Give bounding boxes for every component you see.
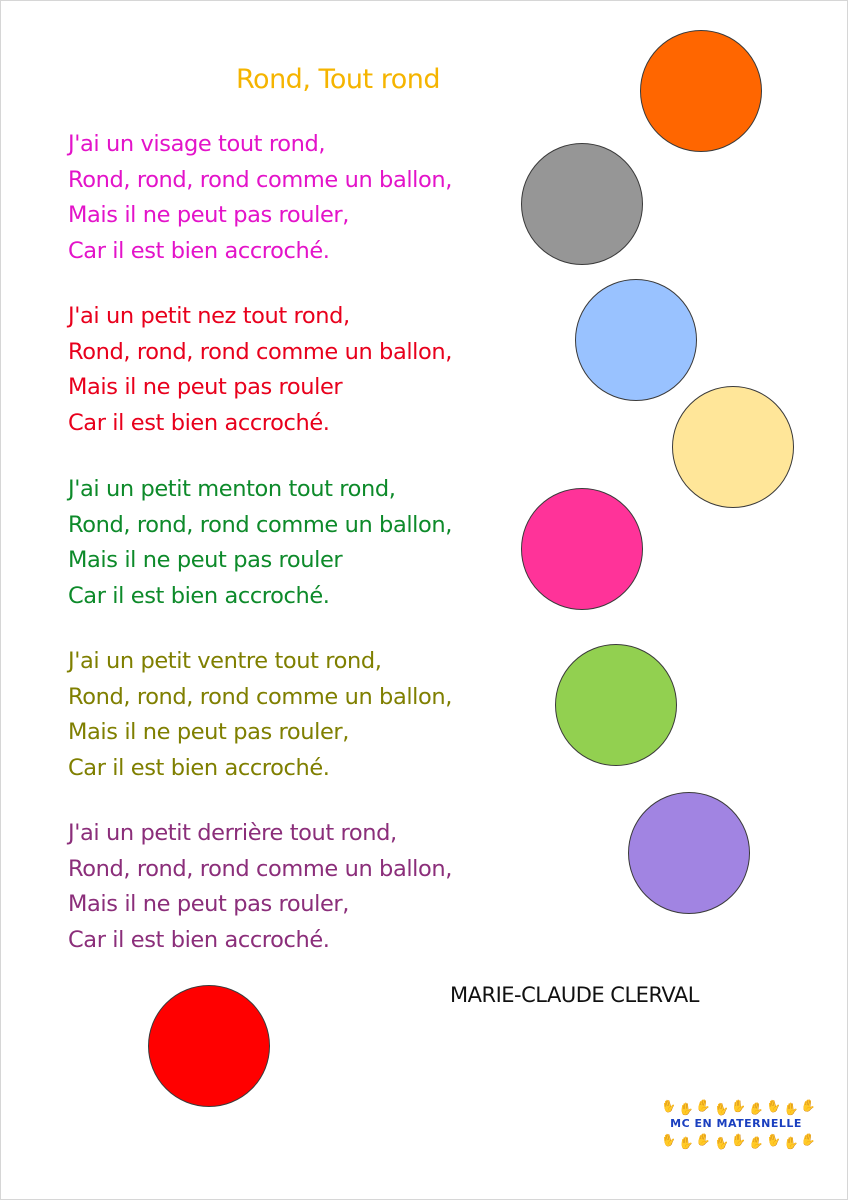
hand-print-icon: ✋ xyxy=(694,1097,713,1115)
green-circle xyxy=(555,644,677,766)
hand-print-icon: ✋ xyxy=(659,1097,678,1115)
poem-line: J'ai un visage tout rond, xyxy=(68,131,326,157)
hand-print-icon: ✋ xyxy=(783,1102,799,1116)
poem-line: Mais il ne peut pas rouler xyxy=(68,374,343,400)
orange-circle xyxy=(640,30,762,152)
poem-line: J'ai un petit derrière tout rond, xyxy=(68,820,397,846)
logo-text: MC EN MATERNELLE xyxy=(670,1117,802,1130)
pink-circle xyxy=(521,488,643,610)
stanza-1 xyxy=(68,127,452,269)
poem-title: Rond, Tout rond xyxy=(236,64,440,95)
hand-print-icon: ✋ xyxy=(747,1134,765,1152)
hand-print-icon: ✋ xyxy=(659,1131,678,1149)
poem-line: Rond, rond, rond comme un ballon, xyxy=(68,683,453,710)
poem-line: Car il est bien accroché. xyxy=(68,754,330,781)
hand-print-icon: ✋ xyxy=(731,1133,746,1147)
poem-line: J'ai un petit ventre tout rond, xyxy=(68,648,382,674)
stanza-4 xyxy=(68,644,452,786)
poem-line: Mais il ne peut pas rouler, xyxy=(68,719,350,745)
hand-print-icon: ✋ xyxy=(747,1100,765,1118)
hand-print-icon: ✋ xyxy=(764,1097,783,1115)
poem-line: J'ai un petit nez tout rond, xyxy=(68,303,350,329)
red-circle xyxy=(148,985,270,1107)
hand-print-icon: ✋ xyxy=(678,1136,694,1150)
poem-line: Car il est bien accroché. xyxy=(68,409,330,436)
light-blue-circle xyxy=(575,279,697,401)
poem-line: J'ai un petit menton tout rond, xyxy=(68,476,396,502)
pale-yellow-circle xyxy=(672,386,794,508)
hand-print-icon: ✋ xyxy=(678,1102,694,1116)
hand-print-icon: ✋ xyxy=(799,1097,818,1115)
poem-line: Car il est bien accroché. xyxy=(68,237,330,264)
hand-print-icon: ✋ xyxy=(764,1131,783,1149)
purple-circle xyxy=(628,792,750,914)
hand-print-icon: ✋ xyxy=(694,1131,713,1149)
hand-print-icon: ✋ xyxy=(783,1136,799,1150)
hand-print-icon: ✋ xyxy=(712,1100,730,1118)
stanza-2 xyxy=(68,299,452,441)
stanza-5 xyxy=(68,816,452,958)
grey-circle xyxy=(521,143,643,265)
hand-print-icon: ✋ xyxy=(799,1131,818,1149)
poem-line: Rond, rond, rond comme un ballon, xyxy=(68,338,453,365)
hand-print-icon: ✋ xyxy=(731,1099,746,1113)
poem-line: Car il est bien accroché. xyxy=(68,926,330,953)
poem-line: Rond, rond, rond comme un ballon, xyxy=(68,855,453,882)
poem-line: Rond, rond, rond comme un ballon, xyxy=(68,166,453,193)
poem-line: Mais il ne peut pas rouler xyxy=(68,547,343,573)
author-name: MARIE-CLAUDE CLERVAL xyxy=(450,983,699,1007)
poem-line: Car il est bien accroché. xyxy=(68,582,330,609)
stanza-3 xyxy=(68,472,452,614)
mc-en-maternelle-logo xyxy=(655,1098,817,1154)
poem-line: Mais il ne peut pas rouler, xyxy=(68,202,350,228)
hand-print-icon: ✋ xyxy=(712,1134,730,1152)
poem-line: Mais il ne peut pas rouler, xyxy=(68,891,350,917)
poem-line: Rond, rond, rond comme un ballon, xyxy=(68,511,453,538)
